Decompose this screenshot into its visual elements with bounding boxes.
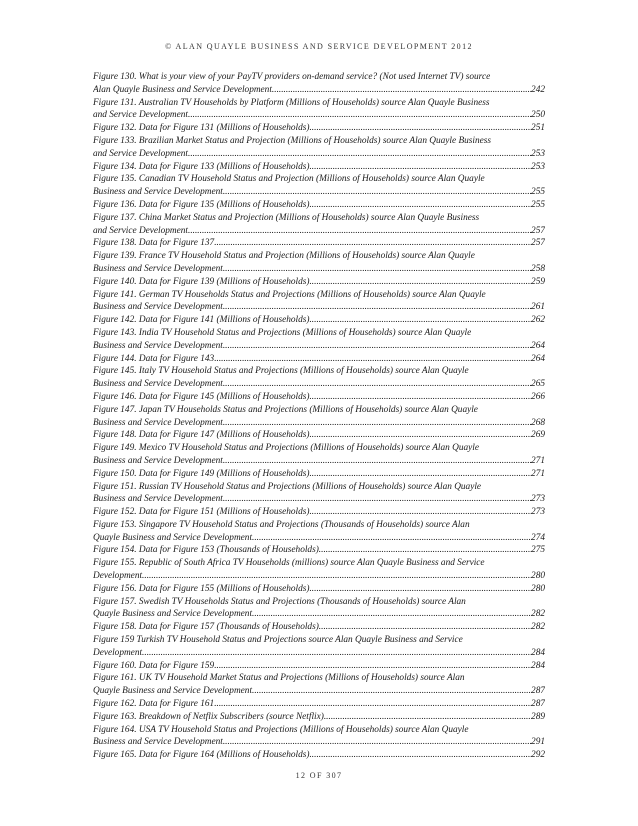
- toc-entry-title-line: Figure 139. France TV Household Status and Projection (Millions of Households) source Alan Quayle: [93, 251, 475, 262]
- toc-entry-page-number: 282: [531, 609, 545, 620]
- toc-entry-leader-line: [93, 186, 545, 199]
- toc-entry-page-number: 253: [531, 161, 545, 172]
- toc-entry-page-number: 251: [531, 123, 545, 134]
- toc-entry-page-number: 269: [531, 430, 545, 441]
- dot-leader: [319, 621, 531, 634]
- toc-entry-page-number: 266: [531, 391, 545, 402]
- toc-entry-leader-line: [93, 532, 545, 545]
- toc-entry[interactable]: [93, 365, 545, 391]
- toc-entry-page-number: 250: [531, 110, 545, 121]
- toc-entry-text: Figure 158. Data for Figure 157 (Thousands of Households): [93, 622, 319, 633]
- page-header: © ALAN QUAYLE BUSINESS AND SERVICE DEVELOPMENT 2012: [165, 42, 473, 51]
- toc-entry[interactable]: [93, 289, 545, 315]
- dot-leader: [214, 660, 531, 673]
- toc-entry[interactable]: [93, 212, 545, 238]
- toc-entry-title-line: Figure 161. UK TV Household Market Status and Projections (Millions of Households) source Alan: [93, 673, 465, 684]
- toc-entry-leader-line: [93, 621, 545, 634]
- toc-entry[interactable]: [93, 276, 545, 289]
- dot-leader: [214, 353, 531, 366]
- toc-entry-text: Figure 134. Data for Figure 133 (Millions of Households): [93, 161, 310, 172]
- toc-entry-text: Development: [93, 647, 143, 658]
- toc-entry-text: Alan Quayle Business and Service Development: [93, 84, 272, 95]
- toc-entry-text: Business and Service Development: [93, 340, 223, 351]
- toc-entry-title-line: Figure 131. Australian TV Households by Platform (Millions of Households) source Alan Quayle Business: [93, 97, 490, 108]
- toc-entry-leader-line: [93, 84, 545, 97]
- toc-entry[interactable]: [93, 660, 545, 673]
- toc-entry-title-line: Figure 133. Brazilian Market Status and Projection (Millions of Households) source Alan Quayle Business: [93, 135, 492, 146]
- toc-entry[interactable]: [93, 327, 545, 353]
- toc-entry-title-line: Figure 157. Swedish TV Households Status and Projections (Thousands of Households) source Alan: [93, 596, 466, 607]
- toc-entry-title-line: Figure 130. What is your view of your PayTV providers on-demand service? (Not used Internet TV) source: [93, 72, 491, 82]
- toc-entry-text: Figure 162. Data for Figure 161: [93, 699, 215, 710]
- toc-entry-text: Business and Service Development: [93, 302, 223, 313]
- dot-leader: [309, 314, 531, 327]
- toc-entry-leader-line: [93, 749, 545, 762]
- toc-entry-text: Development: [93, 571, 143, 582]
- dot-leader: [223, 455, 531, 468]
- toc-entry[interactable]: [93, 314, 545, 327]
- toc-entry-title-line: Figure 141. German TV Households Status and Projections (Millions of Households) source Alan Quayle: [93, 289, 486, 300]
- toc-entry[interactable]: [93, 199, 545, 212]
- dot-leader: [309, 506, 531, 519]
- toc-entry[interactable]: [93, 698, 545, 711]
- dot-leader: [309, 161, 531, 174]
- toc-entry-text: Figure 165. Data for Figure 164 (Millions of Households): [93, 750, 310, 761]
- toc-entry[interactable]: [93, 468, 545, 481]
- toc-entry-text: Quayle Business and Service Development: [93, 686, 253, 697]
- dot-leader: [309, 199, 531, 212]
- toc-entry[interactable]: [93, 583, 545, 596]
- toc-entry-leader-line: [93, 340, 545, 353]
- toc-entry-text: Figure 163. Breakdown of Netflix Subscribers (source Netflix): [93, 711, 324, 722]
- toc-entry-title-line: Figure 149. Mexico TV Household Status and Projections (Millions of Households) source Alan Quayle: [93, 443, 479, 454]
- toc-entry[interactable]: [93, 724, 545, 750]
- dot-leader: [272, 84, 531, 97]
- toc-entry[interactable]: [93, 557, 545, 583]
- toc-entry-text: Business and Service Development: [93, 187, 223, 198]
- toc-entry-text: Figure 138. Data for Figure 137: [93, 238, 215, 249]
- toc-entry-page-number: 287: [531, 686, 545, 697]
- toc-entry[interactable]: [93, 506, 545, 519]
- toc-entry-leader-line: [93, 225, 545, 238]
- toc-entry-text: Figure 160. Data for Figure 159: [93, 660, 215, 671]
- toc-entry-title-line: Figure 135. Canadian TV Household Status and Projection (Millions of Households) source Alan Quayle: [93, 174, 485, 185]
- toc-entry-page-number: 275: [531, 545, 545, 556]
- toc-entry-text: Figure 144. Data for Figure 143: [93, 353, 215, 364]
- toc-entry-leader-line: [93, 493, 545, 506]
- toc-entry-text: Quayle Business and Service Development: [93, 532, 253, 543]
- dot-leader: [188, 225, 531, 238]
- toc-entry-title-line: Figure 155. Republic of South Africa TV Households (millions) source Alan Quayle Business and Service: [93, 558, 485, 569]
- toc-entry-text: Figure 154. Data for Figure 153 (Thousands of Households): [93, 545, 319, 556]
- toc-entry-leader-line: [93, 199, 545, 212]
- toc-entry-title-line: Figure 164. USA TV Household Status and Projections (Millions of Households) source Alan Quayle: [93, 724, 469, 735]
- dot-leader: [223, 301, 531, 314]
- table-of-figures: [93, 71, 545, 762]
- toc-entry-leader-line: [93, 544, 545, 557]
- toc-entry-page-number: 255: [531, 187, 545, 198]
- toc-entry-page-number: 282: [531, 622, 545, 633]
- toc-entry-title-line: Figure 159 Turkish TV Household Status and Projections source Alan Quayle Business and Service: [93, 635, 463, 646]
- toc-entry[interactable]: [93, 429, 545, 442]
- toc-entry[interactable]: [93, 404, 545, 430]
- toc-entry-title-line: Figure 137. China Market Status and Projection (Millions of Households) source Alan Quayle Business: [93, 212, 480, 223]
- toc-entry-page-number: 261: [531, 302, 545, 313]
- dot-leader: [309, 749, 531, 762]
- toc-entry-page-number: 287: [531, 699, 545, 710]
- toc-entry-text: Figure 132. Data for Figure 131 (Millions of Households): [93, 123, 310, 134]
- dot-leader: [309, 583, 531, 596]
- toc-entry[interactable]: [93, 634, 545, 660]
- toc-entry[interactable]: [93, 135, 545, 161]
- toc-entry-text: Figure 140. Data for Figure 139 (Millions of Households): [93, 276, 310, 287]
- toc-entry-leader-line: [93, 391, 545, 404]
- toc-entry-leader-line: [93, 736, 545, 749]
- toc-entry[interactable]: [93, 481, 545, 507]
- toc-entry-page-number: 284: [531, 647, 545, 658]
- toc-entry-leader-line: [93, 161, 545, 174]
- toc-entry-leader-line: [93, 583, 545, 596]
- toc-entry-leader-line: [93, 455, 545, 468]
- dot-leader: [142, 570, 531, 583]
- toc-entry-leader-line: [93, 353, 545, 366]
- toc-entry[interactable]: [93, 161, 545, 174]
- dot-leader: [309, 429, 531, 442]
- toc-entry-page-number: 258: [531, 263, 545, 274]
- dot-leader: [324, 711, 531, 724]
- toc-entry[interactable]: [93, 122, 545, 135]
- toc-entry-page-number: 253: [531, 148, 545, 159]
- toc-entry-leader-line: [93, 506, 545, 519]
- toc-entry[interactable]: [93, 173, 545, 199]
- toc-entry-page-number: 268: [531, 417, 545, 428]
- toc-entry-leader-line: [93, 378, 545, 391]
- toc-entry-title-line: Figure 151. Russian TV Household Status and Projections (Millions of Households) source Alan Quayle: [93, 481, 482, 492]
- toc-entry-page-number: 265: [531, 379, 545, 390]
- toc-entry[interactable]: [93, 71, 545, 97]
- toc-entry-page-number: 289: [531, 711, 545, 722]
- toc-entry-page-number: 262: [531, 315, 545, 326]
- toc-entry-title-line: Figure 147. Japan TV Households Status and Projections (Millions of Households) source Alan Quayle: [93, 404, 478, 415]
- toc-entry[interactable]: [93, 672, 545, 698]
- toc-entry-text: Figure 148. Data for Figure 147 (Millions of Households): [93, 430, 310, 441]
- toc-entry-text: Business and Service Development: [93, 737, 223, 748]
- toc-entry-leader-line: [93, 660, 545, 673]
- toc-entry-page-number: 257: [531, 225, 545, 236]
- toc-entry[interactable]: [93, 711, 545, 724]
- toc-entry-page-number: 280: [531, 583, 545, 594]
- dot-leader: [223, 736, 531, 749]
- toc-entry-title-line: Figure 145. Italy TV Household Status and Projections (Millions of Households) source Alan Quayle: [93, 366, 469, 377]
- dot-leader: [252, 608, 531, 621]
- toc-entry[interactable]: [93, 353, 545, 366]
- toc-entry-leader-line: [93, 314, 545, 327]
- toc-entry-leader-line: [93, 237, 545, 250]
- toc-entry-text: and Service Development: [93, 148, 188, 159]
- toc-entry-page-number: 291: [531, 737, 545, 748]
- toc-entry-text: and Service Development: [93, 225, 188, 236]
- dot-leader: [223, 378, 531, 391]
- toc-entry-page-number: 271: [531, 455, 545, 466]
- toc-entry-text: and Service Development: [93, 110, 188, 121]
- toc-entry[interactable]: [93, 596, 545, 622]
- toc-entry-text: Business and Service Development: [93, 379, 223, 390]
- dot-leader: [309, 391, 531, 404]
- toc-entry-text: Figure 150. Data for Figure 149 (Millions of Households): [93, 468, 310, 479]
- toc-entry-leader-line: [93, 468, 545, 481]
- toc-entry-leader-line: [93, 608, 545, 621]
- toc-entry-leader-line: [93, 711, 545, 724]
- toc-entry-text: Figure 146. Data for Figure 145 (Millions of Households): [93, 391, 310, 402]
- toc-entry[interactable]: [93, 749, 545, 762]
- toc-entry-page-number: 255: [531, 199, 545, 210]
- toc-entry-page-number: 271: [531, 468, 545, 479]
- toc-entry-page-number: 273: [531, 507, 545, 518]
- toc-entry-leader-line: [93, 263, 545, 276]
- dot-leader: [252, 532, 531, 545]
- toc-entry-leader-line: [93, 570, 545, 583]
- dot-leader: [223, 263, 531, 276]
- toc-entry-title-line: Figure 143. India TV Household Status and Projections (Millions of Households) source Alan Quayle: [93, 327, 472, 338]
- dot-leader: [223, 186, 531, 199]
- toc-entry-page-number: 273: [531, 494, 545, 505]
- toc-entry-leader-line: [93, 685, 545, 698]
- toc-entry[interactable]: [93, 97, 545, 123]
- dot-leader: [223, 493, 531, 506]
- dot-leader: [223, 417, 531, 430]
- toc-entry[interactable]: [93, 391, 545, 404]
- toc-entry-text: Figure 152. Data for Figure 151 (Millions of Households): [93, 507, 310, 518]
- toc-entry[interactable]: [93, 442, 545, 468]
- toc-entry-leader-line: [93, 122, 545, 135]
- toc-entry-text: Quayle Business and Service Development: [93, 609, 253, 620]
- dot-leader: [188, 148, 531, 161]
- toc-entry-page-number: 259: [531, 276, 545, 287]
- toc-entry-page-number: 292: [531, 750, 545, 761]
- dot-leader: [309, 468, 531, 481]
- dot-leader: [214, 237, 531, 250]
- dot-leader: [214, 698, 531, 711]
- toc-entry[interactable]: [93, 237, 545, 250]
- dot-leader: [309, 122, 531, 135]
- toc-entry-text: Business and Service Development: [93, 417, 223, 428]
- toc-entry[interactable]: [93, 544, 545, 557]
- page-footer: 12 OF 307: [295, 771, 343, 780]
- toc-entry-leader-line: [93, 109, 545, 122]
- toc-entry-leader-line: [93, 647, 545, 660]
- toc-entry-page-number: 284: [531, 660, 545, 671]
- toc-entry-leader-line: [93, 417, 545, 430]
- toc-entry-text: Business and Service Development: [93, 263, 223, 274]
- toc-entry-page-number: 257: [531, 238, 545, 249]
- toc-entry-page-number: 264: [531, 340, 545, 351]
- toc-entry-leader-line: [93, 148, 545, 161]
- toc-entry-text: Business and Service Development: [93, 494, 223, 505]
- dot-leader: [319, 544, 531, 557]
- toc-entry-page-number: 274: [531, 532, 545, 543]
- toc-entry-text: Figure 156. Data for Figure 155 (Millions of Households): [93, 583, 310, 594]
- toc-entry[interactable]: [93, 250, 545, 276]
- toc-entry-text: Figure 136. Data for Figure 135 (Millions of Households): [93, 199, 310, 210]
- toc-entry-text: Figure 142. Data for Figure 141 (Millions of Households): [93, 315, 310, 326]
- toc-entry-leader-line: [93, 698, 545, 711]
- dot-leader: [142, 647, 531, 660]
- toc-entry[interactable]: [93, 621, 545, 634]
- toc-entry-page-number: 280: [531, 571, 545, 582]
- toc-entry-title-line: Figure 153. Singapore TV Household Status and Projections (Thousands of Households) source Alan: [93, 519, 470, 530]
- toc-entry-page-number: 264: [531, 353, 545, 364]
- toc-entry-leader-line: [93, 301, 545, 314]
- toc-entry-leader-line: [93, 429, 545, 442]
- toc-entry-page-number: 242: [531, 84, 545, 95]
- toc-entry-leader-line: [93, 276, 545, 289]
- dot-leader: [188, 109, 531, 122]
- dot-leader: [309, 276, 531, 289]
- toc-entry[interactable]: [93, 519, 545, 545]
- dot-leader: [223, 340, 531, 353]
- toc-entry-text: Business and Service Development: [93, 455, 223, 466]
- dot-leader: [252, 685, 531, 698]
